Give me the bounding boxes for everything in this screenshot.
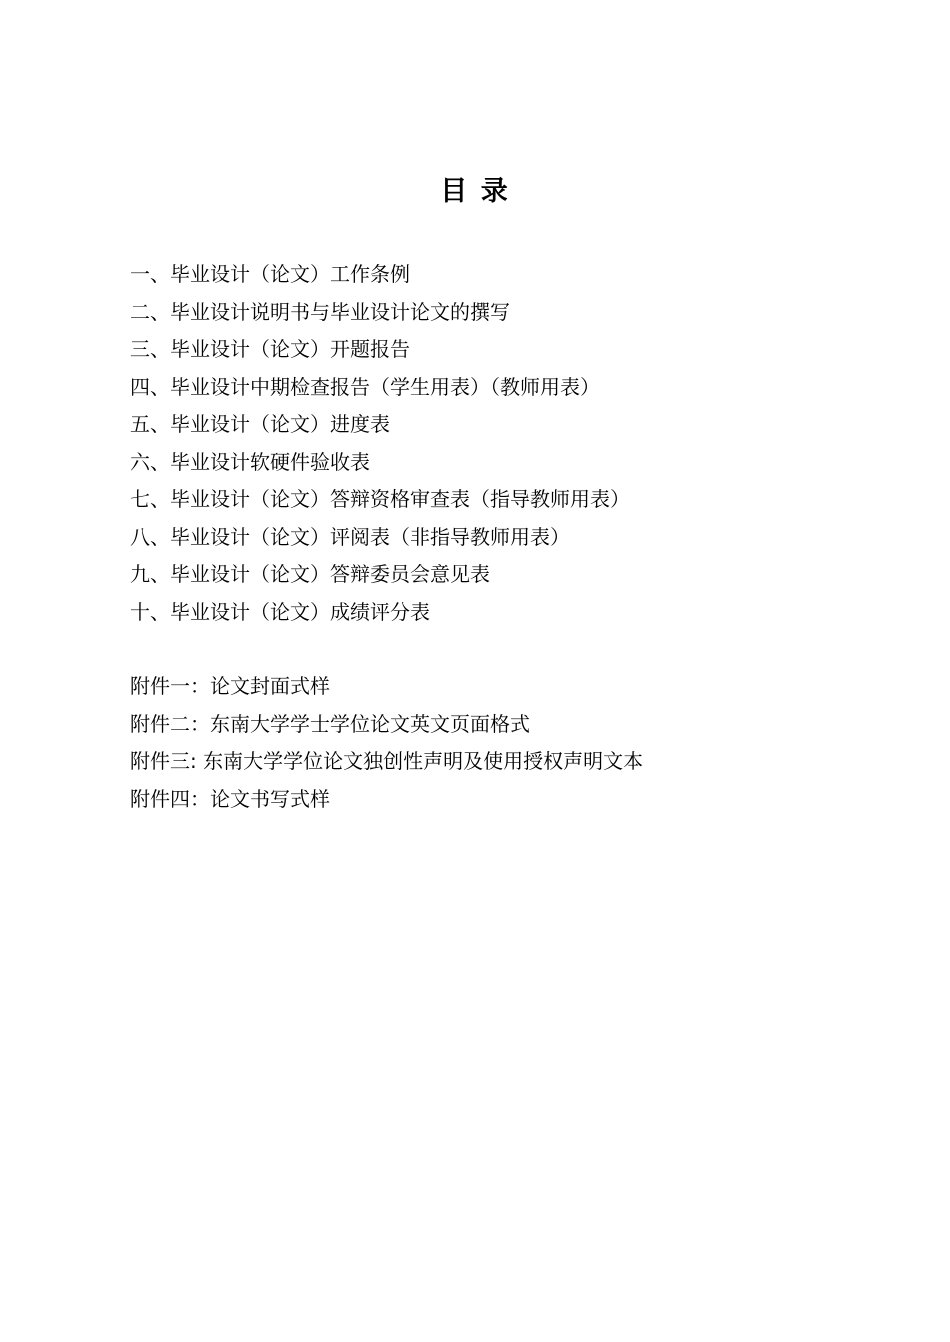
page-title: 目 录	[440, 176, 510, 207]
toc-item-1: 一、毕业设计（论文）工作条例	[130, 262, 410, 286]
toc-item-8: 八、毕业设计（论文）评阅表（非指导教师用表）	[130, 524, 570, 549]
appendix-item-2: 附件二：东南大学学士学位论文英文页面格式	[130, 711, 530, 736]
appendix-item-3: 附件三: 东南大学学位论文独创性声明及使用授权声明文本	[130, 749, 644, 773]
toc-item-3: 三、毕业设计（论文）开题报告	[130, 337, 410, 361]
toc-item-6: 六、毕业设计软硬件验收表	[130, 449, 370, 474]
toc-item-4: 四、毕业设计中期检查报告（学生用表）（教师用表）	[130, 374, 600, 399]
toc-item-2: 二、毕业设计说明书与毕业设计论文的撰写	[130, 299, 510, 324]
toc-item-5: 五、毕业设计（论文）进度表	[130, 412, 390, 436]
appendix-item-4: 附件四：论文书写式样	[130, 786, 330, 811]
toc-item-10: 十、毕业设计（论文）成绩评分表	[130, 599, 430, 624]
appendix-item-1: 附件一：论文封面式样	[130, 674, 330, 698]
toc-item-9: 九、毕业设计（论文）答辩委员会意见表	[130, 562, 490, 586]
table-of-contents	[130, 256, 630, 631]
toc-item-7: 七、毕业设计（论文）答辩资格审查表（指导教师用表）	[130, 487, 630, 511]
appendix-list	[130, 668, 643, 818]
